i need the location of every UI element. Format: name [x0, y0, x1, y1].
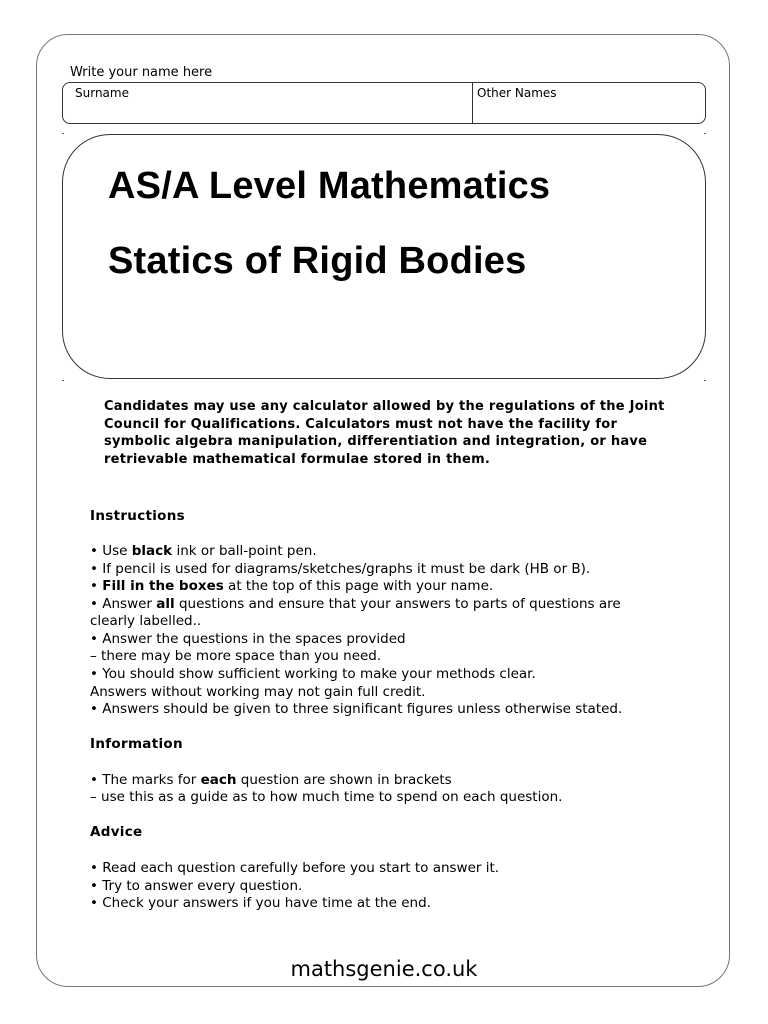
page-title: AS/A Level Mathematics: [108, 165, 551, 207]
text: • Use: [90, 543, 132, 559]
instruction-item: • Answer the questions in the spaces provided: [90, 631, 406, 647]
corner-mark: [704, 133, 706, 134]
page-subtitle: Statics of Rigid Bodies: [108, 240, 527, 282]
name-divider: [472, 83, 473, 123]
instruction-item: [90, 578, 493, 595]
advice-item: • Check your answers if you have time at the end.: [90, 895, 431, 911]
other-names-field[interactable]: Other Names: [477, 86, 557, 100]
instruction-item: Answers without working may not gain full credit.: [90, 684, 426, 700]
information-heading: Information: [90, 736, 183, 752]
footer-site: mathsgenie.co.uk: [290, 957, 478, 981]
text: • The marks for: [90, 772, 201, 788]
emphasis: Fill in the boxes: [102, 578, 224, 594]
calculator-notice: Candidates may use any calculator allowed by the regulations of the Joint Council for Qualifications. Calculators must not have the facility for symbolic algebra manipulation, differentiation and integration, or have retrievable mathematical formulae stored in them.: [104, 399, 665, 467]
instruction-item: • You should show sufficient working to make your methods clear.: [90, 666, 536, 682]
text: questions and ensure that your answers to parts of questions are: [174, 596, 621, 612]
information-item: – use this as a guide as to how much time to spend on each question.: [90, 789, 563, 805]
text: •: [90, 578, 103, 594]
advice-item: • Try to answer every question.: [90, 878, 303, 894]
write-name-prompt: Write your name here: [70, 65, 213, 80]
emphasis: black: [131, 543, 173, 559]
text: question are shown in brackets: [236, 772, 452, 788]
instruction-item: clearly labelled..: [90, 613, 202, 629]
text: at the top of this page with your name.: [223, 578, 494, 594]
corner-mark: [704, 380, 706, 381]
text: ink or ball-point pen.: [172, 543, 317, 559]
emphasis: each: [200, 772, 237, 788]
instruction-item: • If pencil is used for diagrams/sketches/graphs it must be dark (HB or B).: [90, 561, 591, 577]
advice-heading: Advice: [90, 824, 143, 840]
name-box: [62, 82, 706, 124]
information-item: [90, 772, 452, 789]
instructions-heading: Instructions: [90, 508, 185, 524]
advice-item: • Read each question carefully before you start to answer it.: [90, 860, 500, 876]
instruction-item: [90, 596, 621, 613]
corner-mark: [62, 380, 64, 381]
text: • Answer: [90, 596, 157, 612]
surname-field[interactable]: Surname: [75, 86, 129, 100]
emphasis: all: [156, 596, 175, 612]
instruction-item: • Answers should be given to three significant figures unless otherwise stated.: [90, 701, 623, 717]
instruction-item: [90, 543, 317, 560]
instruction-item: – there may be more space than you need.: [90, 648, 382, 664]
corner-mark: [62, 133, 64, 134]
